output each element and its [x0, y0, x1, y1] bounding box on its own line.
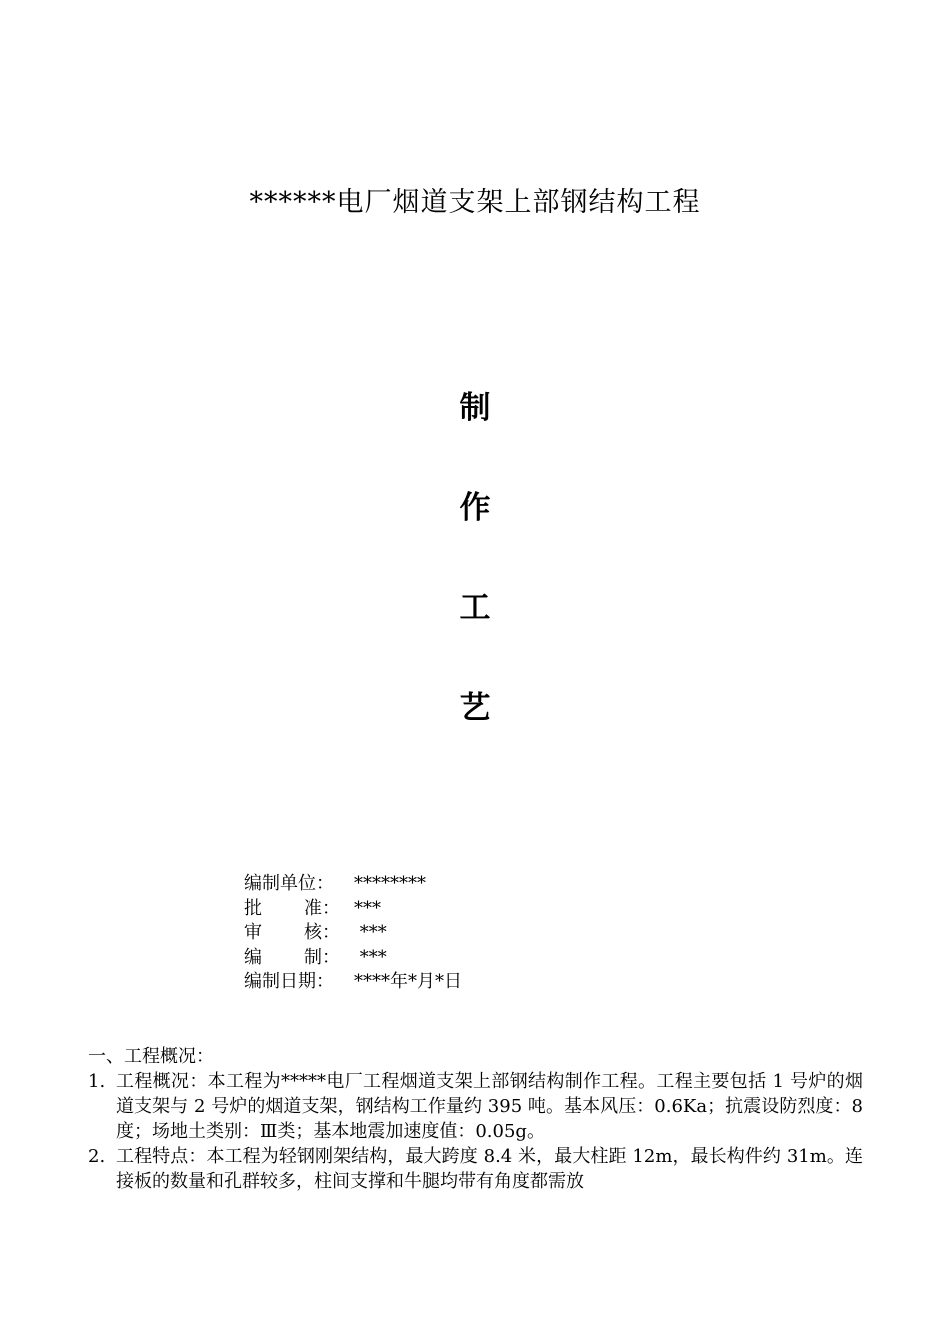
vertical-title-char-4: 艺 [459, 690, 491, 726]
meta-unit-row [244, 872, 462, 897]
meta-review-label-a: 审 [244, 922, 262, 943]
meta-approve-label [244, 897, 340, 922]
meta-approve-value: *** [354, 897, 381, 919]
meta-approve-label-a: 批 [244, 897, 262, 919]
section-heading: 一、工程概况： [88, 1046, 214, 1067]
meta-date-value: ****年*月*日 [354, 971, 462, 992]
list-item-text: 工程特点：本工程为轻钢刚架结构，最大跨度 8.4 米，最大柱距 12m，最长构件约 31m。连接板的数量和孔群较多，柱间支撑和牛腿均带有角度都需放 [116, 1146, 863, 1192]
list-item-text: 工程概况：本工程为*****电厂工程烟道支架上部钢结构制作工程。工程主要包括 1 号炉的烟道支架与 2 号炉的烟道支架，钢结构工作量约 395 吨。基本风压：0.6Ka；抗震设防烈度：8 度；场地土类别：Ⅲ类；基本地震加速度值：0.05g。 [116, 1071, 863, 1142]
list-item [88, 1069, 863, 1144]
meta-compile-row [244, 946, 462, 971]
meta-date-label: 编制日期： [244, 971, 334, 992]
meta-review-label-b: 核： [304, 922, 340, 943]
list-item-number: 2. [88, 1146, 106, 1167]
document-meta [244, 872, 462, 995]
meta-review-row [244, 921, 462, 946]
meta-unit-value: ******** [354, 873, 426, 894]
meta-date-row [244, 970, 462, 995]
meta-unit-label: 编制单位： [244, 873, 334, 894]
vertical-title-char-1: 制 [459, 390, 491, 426]
meta-compile-label-b: 制： [304, 946, 340, 968]
vertical-title-char-3: 工 [459, 590, 491, 626]
meta-compile-value: *** [354, 946, 387, 968]
meta-review-value: *** [354, 922, 387, 943]
meta-compile-label [244, 946, 340, 971]
vertical-title-char-2: 作 [459, 490, 491, 526]
list-item [88, 1144, 863, 1194]
document-title: ******电厂烟道支架上部钢结构工程 [249, 187, 701, 218]
document-body [88, 1044, 863, 1194]
meta-review-label [244, 921, 340, 946]
meta-compile-label-a: 编 [244, 946, 262, 968]
list-item-number: 1. [88, 1071, 106, 1092]
meta-approve-label-b: 准： [304, 897, 340, 919]
meta-approve-row [244, 897, 462, 922]
